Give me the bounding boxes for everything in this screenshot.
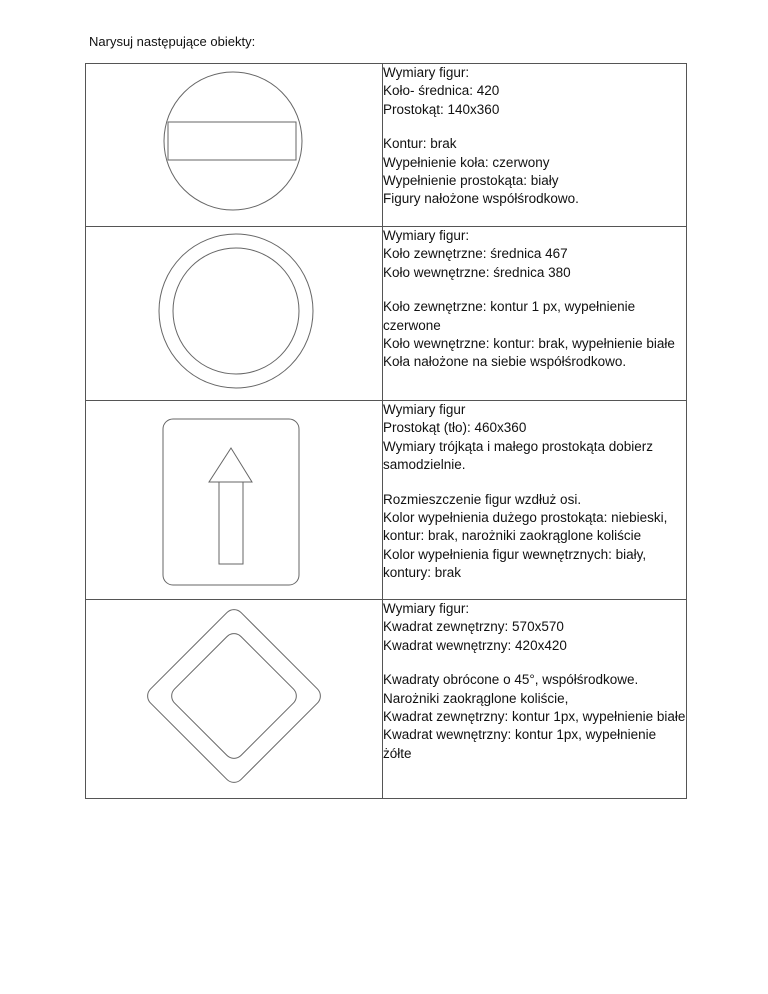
description-line: Narożniki zaokrąglone koliście,	[383, 690, 569, 706]
description-cell	[383, 401, 687, 600]
sign-background-rect	[163, 419, 299, 585]
shape-cell-priority-road	[86, 600, 383, 799]
description-line: Prostokąt (tło): 460x360	[383, 420, 527, 436]
description-line: Kontur: brak	[383, 136, 457, 152]
table-row	[86, 401, 687, 600]
description-line: Koło- średnica: 420	[383, 83, 500, 99]
no-entry-circle	[164, 72, 302, 210]
description-line: Koło wewnętrzne: kontur: brak, wypełnienie białe	[383, 336, 675, 352]
arrow-shaft-rect	[219, 482, 243, 564]
description-line: Prostokąt: 140x360	[383, 101, 500, 117]
description-line: Wypełnienie koła: czerwony	[383, 154, 550, 170]
description-line: Wymiary figur:	[383, 601, 470, 616]
table-row	[86, 600, 687, 799]
description-line: Wymiary figur:	[383, 228, 470, 243]
outer-square	[143, 605, 324, 786]
description-line: Kwadraty obrócone o 45°, współśrodkowe.	[383, 672, 639, 688]
description-line: Wymiary figur:	[383, 65, 470, 80]
description-line: Kolor wypełnienia figur wewnętrznych: biały, kontury: brak	[383, 546, 647, 581]
exercise-table	[85, 63, 687, 799]
description-line: Kwadrat zewnętrzny: 570x570	[383, 619, 564, 635]
description-line: Figury nałożone współśrodkowo.	[383, 191, 579, 207]
description-line: Koło zewnętrzne: kontur 1 px, wypełnienie czerwone	[383, 299, 636, 333]
shape-cell-no-entry	[86, 64, 383, 227]
no-entry-sign-drawing	[86, 64, 382, 226]
description-line: Kwadrat wewnętrzny: 420x420	[383, 637, 567, 653]
inner-circle	[173, 248, 299, 374]
shape-cell-one-way	[86, 401, 383, 600]
no-entry-bar	[168, 122, 296, 160]
description-line: Koła nałożone na siebie współśrodkowo.	[383, 354, 627, 370]
description-cell	[383, 227, 687, 401]
shape-cell-concentric-circles	[86, 227, 383, 401]
description-cell	[383, 64, 687, 227]
priority-road-drawing	[86, 600, 382, 798]
description-line: Kwadrat zewnętrzny: kontur 1px, wypełnienie białe	[383, 709, 686, 725]
description-line: Koło zewnętrzne: średnica 467	[383, 246, 568, 262]
table-row	[86, 64, 687, 227]
outer-circle	[159, 234, 313, 388]
description-line: Wypełnienie prostokąta: biały	[383, 173, 559, 189]
description-line: Kwadrat wewnętrzny: kontur 1px, wypełnienie żółte	[383, 727, 657, 761]
page-heading: Narysuj następujące obiekty:	[89, 34, 256, 49]
description-line: Koło wewnętrzne: średnica 380	[383, 264, 571, 280]
table-row	[86, 227, 687, 401]
description-line: Wymiary trójkąta i małego prostokąta dobierz samodzielnie.	[383, 438, 653, 473]
description-line: Kolor wypełnienia dużego prostokąta: niebieski, kontur: brak, narożniki zaokrąglone koliście	[383, 510, 668, 544]
concentric-circles-drawing	[86, 227, 382, 400]
description-line: Rozmieszczenie figur wzdłuż osi.	[383, 491, 582, 507]
one-way-sign-drawing	[86, 401, 382, 599]
inner-square	[168, 630, 301, 763]
description-line: Wymiary figur	[383, 402, 466, 417]
description-cell	[383, 600, 687, 799]
arrow-head-triangle	[209, 448, 252, 482]
